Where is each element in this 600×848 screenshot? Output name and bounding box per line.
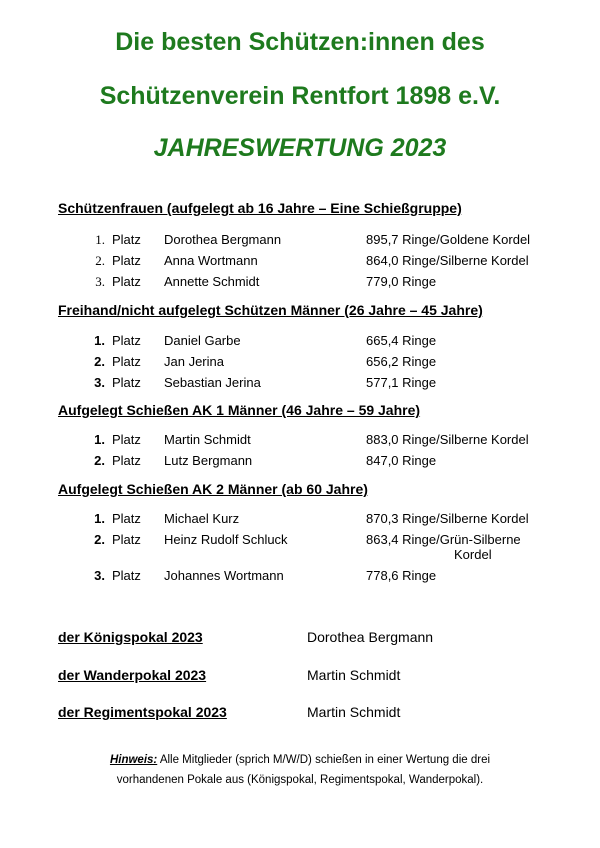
rank: 3.: [94, 375, 105, 390]
place-label: Platz: [112, 253, 141, 268]
table-row: [0, 511, 600, 529]
score: 883,0 Ringe/Silberne Kordel: [366, 432, 529, 447]
rank: 1.: [94, 511, 105, 526]
rank: 1.: [95, 232, 105, 247]
section-heading-ak2: Aufgelegt Schießen AK 2 Männer (ab 60 Jahre): [58, 481, 368, 497]
table-row: [0, 232, 600, 250]
place-label: Platz: [112, 432, 141, 447]
shooter-name: Dorothea Bergmann: [164, 232, 282, 247]
table-row-continuation: [0, 547, 600, 565]
place-label: Platz: [112, 232, 141, 247]
award-label-regimentspokal: der Regimentspokal 2023: [58, 704, 227, 720]
place-label: Platz: [112, 568, 141, 583]
shooter-name: Heinz Rudolf Schluck: [164, 532, 288, 547]
shooter-name: Anna Wortmann: [164, 253, 258, 268]
award-winner-koenigspokal: Dorothea Bergmann: [307, 629, 434, 645]
rank: 2.: [94, 532, 105, 547]
shooter-name: Daniel Garbe: [164, 333, 241, 348]
place-label: Platz: [112, 532, 141, 547]
section-heading-schuetzenfrauen: Schützenfrauen (aufgelegt ab 16 Jahre – Eine Schießgruppe): [58, 200, 462, 216]
score: 778,6 Ringe: [366, 568, 437, 583]
table-row: [0, 375, 600, 393]
rank: 1.: [94, 333, 105, 348]
table-row: [0, 432, 600, 450]
award-label-wanderpokal: der Wanderpokal 2023: [58, 667, 207, 683]
score: 895,7 Ringe/Goldene Kordel: [366, 232, 531, 247]
rank: 3.: [94, 568, 105, 583]
title-line-2: Schützenverein Rentfort 1898 e.V.: [99, 82, 501, 110]
place-label: Platz: [112, 511, 141, 526]
score: 864,0 Ringe/Silberne Kordel: [366, 253, 529, 268]
rank: 2.: [95, 253, 105, 268]
shooter-name: Martin Schmidt: [164, 432, 251, 447]
table-row: [0, 333, 600, 351]
note-line-1: [0, 754, 600, 766]
score: 665,4 Ringe: [366, 333, 437, 348]
section-heading-freihand: Freihand/nicht aufgelegt Schützen Männer (26 Jahre – 45 Jahre): [58, 302, 483, 318]
rank: 1.: [94, 432, 105, 447]
table-row: [0, 253, 600, 271]
table-row: [0, 568, 600, 586]
shooter-name: Michael Kurz: [164, 511, 240, 526]
place-label: Platz: [112, 453, 141, 468]
rank: 2.: [94, 354, 105, 369]
note-text-1: Alle Mitglieder (sprich M/W/D) schießen in einer Wertung die drei: [159, 754, 491, 766]
table-row: [0, 274, 600, 292]
title-line-1: Die besten Schützen:innen des: [115, 28, 485, 56]
shooter-name: Sebastian Jerina: [164, 375, 261, 390]
shooter-name: Lutz Bergmann: [164, 453, 253, 468]
table-row: [0, 354, 600, 372]
shooter-name: Jan Jerina: [164, 354, 224, 369]
place-label: Platz: [112, 274, 141, 289]
score: 656,2 Ringe: [366, 354, 437, 369]
section-heading-ak1: Aufgelegt Schießen AK 1 Männer (46 Jahre – 59 Jahre): [58, 402, 421, 418]
place-label: Platz: [112, 354, 141, 369]
title-year: JAHRESWERTUNG 2023: [153, 134, 447, 162]
shooter-name: Annette Schmidt: [164, 274, 260, 289]
rank: 2.: [94, 453, 105, 468]
score: 779,0 Ringe: [366, 274, 437, 289]
award-winner-regimentspokal: Martin Schmidt: [307, 704, 401, 720]
place-label: Platz: [112, 375, 141, 390]
score: 863,4 Ringe/Grün-Silberne: [366, 532, 521, 547]
award-label-koenigspokal: der Königspokal 2023: [58, 629, 203, 645]
score: 577,1 Ringe: [366, 375, 437, 390]
shooter-name: Johannes Wortmann: [164, 568, 284, 583]
table-row: [0, 453, 600, 471]
award-winner-wanderpokal: Martin Schmidt: [307, 667, 401, 683]
note-line-2: vorhandenen Pokale aus (Königspokal, Regimentspokal, Wanderpokal).: [116, 774, 484, 786]
place-label: Platz: [112, 333, 141, 348]
score: 847,0 Ringe: [366, 453, 437, 468]
note-label: Hinweis:: [109, 754, 158, 766]
score-continuation: Kordel: [454, 547, 492, 562]
score: 870,3 Ringe/Silberne Kordel: [366, 511, 529, 526]
rank: 3.: [95, 274, 105, 289]
